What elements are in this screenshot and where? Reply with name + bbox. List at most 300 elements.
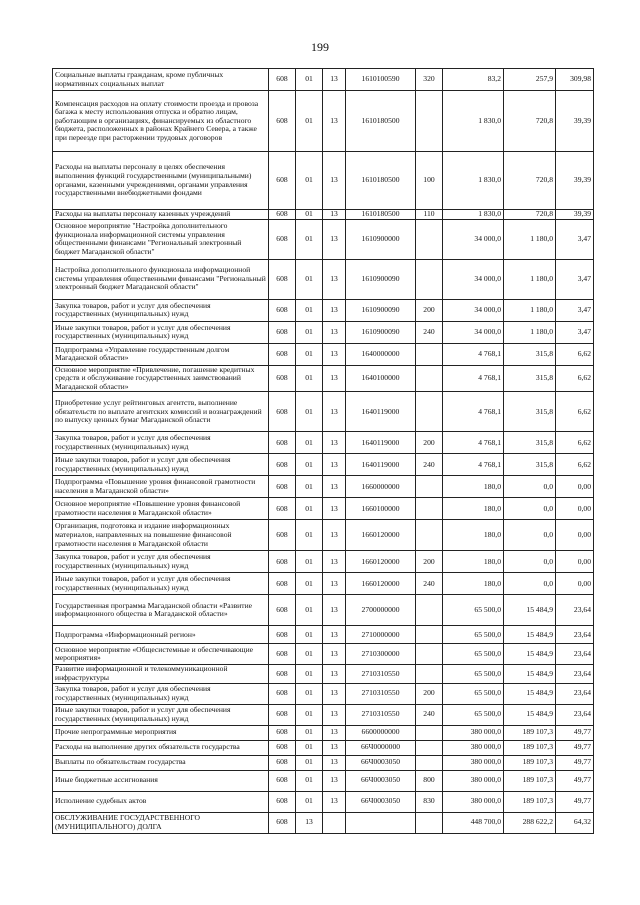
table-row xyxy=(53,812,594,833)
cell-rz: 01 xyxy=(296,299,323,321)
cell-pct: 6,62 xyxy=(556,392,594,432)
cell-plan: 180,0 xyxy=(443,498,504,520)
cell-csr: 2710310550 xyxy=(346,704,416,725)
cell-pr: 13 xyxy=(323,573,346,595)
cell-rz: 01 xyxy=(296,665,323,683)
cell-csr: 66Ч0003050 xyxy=(346,770,416,791)
cell-fact: 0,0 xyxy=(504,573,556,595)
cell-pct: 23,64 xyxy=(556,595,594,626)
cell-csr: 1660120000 xyxy=(346,551,416,573)
cell-csr: 66Ч0003050 xyxy=(346,791,416,812)
table-row xyxy=(53,343,594,365)
cell-pr: 13 xyxy=(323,259,346,299)
table-row xyxy=(53,665,594,683)
cell-plan: 34 000,0 xyxy=(443,299,504,321)
cell-rz: 01 xyxy=(296,476,323,498)
cell-pct: 3,47 xyxy=(556,299,594,321)
cell-pr xyxy=(323,812,346,833)
cell-vr xyxy=(416,365,443,392)
cell-plan: 180,0 xyxy=(443,476,504,498)
cell-csr: 1660120000 xyxy=(346,573,416,595)
cell-vr xyxy=(416,343,443,365)
table-row xyxy=(53,551,594,573)
cell-name: Приобретение услуг рейтинговых агентств, выполнение обязательств по выплате агентских комиссий и вознаграждений по выпуску ценных бумаг Магаданской области xyxy=(53,392,269,432)
cell-vr xyxy=(416,91,443,152)
cell-pr: 13 xyxy=(323,595,346,626)
cell-csr: 1610180500 xyxy=(346,152,416,210)
cell-pr: 13 xyxy=(323,91,346,152)
cell-ved: 608 xyxy=(269,665,296,683)
cell-name: Иные закупки товаров, работ и услуг для обеспечения государственных (муниципальных) нужд xyxy=(53,321,269,343)
cell-csr: 6600000000 xyxy=(346,725,416,740)
cell-rz: 01 xyxy=(296,392,323,432)
cell-ved: 608 xyxy=(269,755,296,770)
cell-pr: 13 xyxy=(323,704,346,725)
cell-plan: 180,0 xyxy=(443,573,504,595)
cell-name: Организация, подготовка и издание информационных материалов, направленных на повышение финансовой грамотности населения в Магаданской области xyxy=(53,520,269,551)
cell-vr xyxy=(416,665,443,683)
cell-ved: 608 xyxy=(269,683,296,704)
cell-rz: 01 xyxy=(296,725,323,740)
cell-name: Закупка товаров, работ и услуг для обеспечения государственных (муниципальных) нужд xyxy=(53,432,269,454)
cell-rz: 01 xyxy=(296,551,323,573)
cell-csr: 2710310550 xyxy=(346,683,416,704)
cell-pr: 13 xyxy=(323,644,346,665)
table-row xyxy=(53,626,594,644)
cell-fact: 257,9 xyxy=(504,69,556,91)
cell-pct: 23,64 xyxy=(556,626,594,644)
table-row xyxy=(53,365,594,392)
cell-vr: 100 xyxy=(416,152,443,210)
cell-ved: 608 xyxy=(269,365,296,392)
cell-fact: 0,0 xyxy=(504,551,556,573)
table-row xyxy=(53,210,594,220)
cell-rz: 01 xyxy=(296,210,323,220)
table-row xyxy=(53,69,594,91)
table-row xyxy=(53,219,594,259)
cell-fact: 1 180,0 xyxy=(504,259,556,299)
cell-rz: 01 xyxy=(296,454,323,476)
cell-rz: 01 xyxy=(296,791,323,812)
cell-pct: 39,39 xyxy=(556,91,594,152)
cell-name: ОБСЛУЖИВАНИЕ ГОСУДАРСТВЕННОГО (МУНИЦИПАЛЬНОГО) ДОЛГА xyxy=(53,812,269,833)
cell-pr: 13 xyxy=(323,69,346,91)
cell-pct: 23,64 xyxy=(556,683,594,704)
cell-pr: 13 xyxy=(323,665,346,683)
cell-fact: 15 484,9 xyxy=(504,665,556,683)
cell-rz: 01 xyxy=(296,740,323,755)
table-row xyxy=(53,299,594,321)
cell-pct: 39,39 xyxy=(556,152,594,210)
cell-name: Подпрограмма «Повышение уровня финансовой грамотности населения в Магаданской области» xyxy=(53,476,269,498)
cell-fact: 0,0 xyxy=(504,476,556,498)
cell-ved: 608 xyxy=(269,454,296,476)
cell-name: Основное мероприятие «Общесистемные и обеспечивающие мероприятия» xyxy=(53,644,269,665)
cell-csr: 1610900090 xyxy=(346,321,416,343)
cell-ved: 608 xyxy=(269,259,296,299)
cell-plan: 4 768,1 xyxy=(443,392,504,432)
cell-name: Основное мероприятие «Привлечение, погашение кредитных средств и обслуживание государственных заимствований Магаданской области» xyxy=(53,365,269,392)
cell-csr: 1640000000 xyxy=(346,343,416,365)
cell-ved: 608 xyxy=(269,791,296,812)
cell-plan: 180,0 xyxy=(443,551,504,573)
cell-pr: 13 xyxy=(323,392,346,432)
cell-csr: 1640119000 xyxy=(346,392,416,432)
cell-pct: 39,39 xyxy=(556,210,594,220)
cell-csr: 2710000000 xyxy=(346,626,416,644)
cell-rz: 01 xyxy=(296,259,323,299)
cell-pct: 0,00 xyxy=(556,520,594,551)
cell-csr: 1660100000 xyxy=(346,498,416,520)
cell-rz: 01 xyxy=(296,69,323,91)
cell-pct: 49,77 xyxy=(556,770,594,791)
table-row xyxy=(53,595,594,626)
cell-vr: 240 xyxy=(416,573,443,595)
cell-rz: 01 xyxy=(296,321,323,343)
cell-plan: 65 500,0 xyxy=(443,704,504,725)
cell-vr xyxy=(416,644,443,665)
cell-pr: 13 xyxy=(323,321,346,343)
cell-ved: 608 xyxy=(269,725,296,740)
cell-pct: 49,77 xyxy=(556,725,594,740)
cell-ved: 608 xyxy=(269,573,296,595)
cell-pct: 49,77 xyxy=(556,755,594,770)
cell-plan: 180,0 xyxy=(443,520,504,551)
cell-vr xyxy=(416,812,443,833)
table-row xyxy=(53,573,594,595)
table-row xyxy=(53,321,594,343)
cell-vr: 240 xyxy=(416,454,443,476)
cell-pr: 13 xyxy=(323,740,346,755)
cell-fact: 1 180,0 xyxy=(504,219,556,259)
cell-plan: 4 768,1 xyxy=(443,365,504,392)
cell-rz: 01 xyxy=(296,343,323,365)
cell-name: Развитие информационной и телекоммуникационной инфраструктуры xyxy=(53,665,269,683)
page-number: 199 xyxy=(311,40,329,54)
cell-rz: 01 xyxy=(296,626,323,644)
cell-rz: 01 xyxy=(296,91,323,152)
cell-pr: 13 xyxy=(323,432,346,454)
cell-fact: 315,8 xyxy=(504,454,556,476)
cell-csr: 1610900090 xyxy=(346,259,416,299)
cell-name: Выплаты по обязательствам государства xyxy=(53,755,269,770)
cell-plan: 380 000,0 xyxy=(443,725,504,740)
cell-ved: 608 xyxy=(269,476,296,498)
cell-rz: 01 xyxy=(296,644,323,665)
table-row xyxy=(53,454,594,476)
cell-ved: 608 xyxy=(269,520,296,551)
table-row xyxy=(53,520,594,551)
cell-ved: 608 xyxy=(269,91,296,152)
cell-ved: 608 xyxy=(269,392,296,432)
cell-csr: 1640100000 xyxy=(346,365,416,392)
cell-vr: 200 xyxy=(416,683,443,704)
cell-fact: 189 107,3 xyxy=(504,740,556,755)
cell-name: Компенсация расходов на оплату стоимости проезда и провоза багажа к месту использования отпуска и обратно лицам, работающим в организациях, финансируемых из областного бюджета, расположенных в районах Крайнего Севера, а также при переезде при расторжении трудовых договоров xyxy=(53,91,269,152)
cell-rz: 01 xyxy=(296,683,323,704)
cell-csr: 2700000000 xyxy=(346,595,416,626)
cell-vr xyxy=(416,392,443,432)
cell-csr xyxy=(346,812,416,833)
table-row xyxy=(53,498,594,520)
cell-vr: 830 xyxy=(416,791,443,812)
cell-ved: 608 xyxy=(269,152,296,210)
cell-pr: 13 xyxy=(323,626,346,644)
cell-csr: 1660120000 xyxy=(346,520,416,551)
cell-pct: 6,62 xyxy=(556,365,594,392)
cell-fact: 189 107,3 xyxy=(504,791,556,812)
cell-fact: 315,8 xyxy=(504,343,556,365)
cell-ved: 608 xyxy=(269,432,296,454)
cell-name: Исполнение судебных актов xyxy=(53,791,269,812)
table-row xyxy=(53,644,594,665)
cell-name: Подпрограмма «Информационный регион» xyxy=(53,626,269,644)
cell-vr: 200 xyxy=(416,432,443,454)
cell-vr: 110 xyxy=(416,210,443,220)
cell-vr: 800 xyxy=(416,770,443,791)
cell-plan: 4 768,1 xyxy=(443,432,504,454)
cell-plan: 34 000,0 xyxy=(443,321,504,343)
cell-pr: 13 xyxy=(323,476,346,498)
cell-vr xyxy=(416,219,443,259)
table-row xyxy=(53,725,594,740)
cell-ved: 608 xyxy=(269,321,296,343)
cell-name: Закупка товаров, работ и услуг для обеспечения государственных (муниципальных) нужд xyxy=(53,551,269,573)
cell-pr: 13 xyxy=(323,770,346,791)
cell-name: Иные бюджетные ассигнования xyxy=(53,770,269,791)
table-row xyxy=(53,432,594,454)
cell-pct: 0,00 xyxy=(556,476,594,498)
cell-fact: 288 622,2 xyxy=(504,812,556,833)
cell-plan: 1 830,0 xyxy=(443,91,504,152)
cell-pct: 309,98 xyxy=(556,69,594,91)
cell-csr: 1610900000 xyxy=(346,219,416,259)
cell-rz: 01 xyxy=(296,498,323,520)
cell-pr: 13 xyxy=(323,210,346,220)
table-row xyxy=(53,770,594,791)
cell-plan: 34 000,0 xyxy=(443,259,504,299)
cell-pr: 13 xyxy=(323,454,346,476)
cell-vr xyxy=(416,725,443,740)
cell-ved: 608 xyxy=(269,770,296,791)
cell-rz: 01 xyxy=(296,219,323,259)
cell-vr xyxy=(416,740,443,755)
cell-name: Закупка товаров, работ и услуг для обеспечения государственных (муниципальных) нужд xyxy=(53,683,269,704)
table-row xyxy=(53,392,594,432)
cell-csr: 1660000000 xyxy=(346,476,416,498)
cell-fact: 15 484,9 xyxy=(504,626,556,644)
cell-pct: 6,62 xyxy=(556,454,594,476)
cell-ved: 608 xyxy=(269,498,296,520)
table-row xyxy=(53,704,594,725)
cell-pct: 3,47 xyxy=(556,219,594,259)
cell-fact: 15 484,9 xyxy=(504,704,556,725)
cell-pct: 6,62 xyxy=(556,432,594,454)
cell-plan: 65 500,0 xyxy=(443,665,504,683)
cell-vr xyxy=(416,476,443,498)
cell-vr xyxy=(416,498,443,520)
cell-plan: 380 000,0 xyxy=(443,740,504,755)
cell-plan: 4 768,1 xyxy=(443,343,504,365)
cell-ved: 608 xyxy=(269,644,296,665)
cell-vr: 240 xyxy=(416,704,443,725)
cell-name: Основное мероприятие "Настройка дополнительного функционала информационной системы управления общественными финансами "Региональный электронный бюджет Магаданской области" xyxy=(53,219,269,259)
cell-vr xyxy=(416,259,443,299)
cell-pr: 13 xyxy=(323,683,346,704)
cell-pct: 49,77 xyxy=(556,740,594,755)
cell-fact: 0,0 xyxy=(504,520,556,551)
cell-pr: 13 xyxy=(323,365,346,392)
cell-pr: 13 xyxy=(323,498,346,520)
cell-csr: 1610180500 xyxy=(346,91,416,152)
cell-rz: 01 xyxy=(296,770,323,791)
cell-fact: 189 107,3 xyxy=(504,755,556,770)
cell-plan: 448 700,0 xyxy=(443,812,504,833)
cell-ved: 608 xyxy=(269,343,296,365)
cell-name: Настройка дополнительного функционала информационной системы управления общественными финансами "Региональный электронный бюджет Магаданской области" xyxy=(53,259,269,299)
cell-ved: 608 xyxy=(269,812,296,833)
cell-pct: 23,64 xyxy=(556,704,594,725)
cell-name: Расходы на выплаты персоналу в целях обеспечения выполнения функций государственными (муниципальными) органами, казенными учреждениями, органами управления государственными внебюджетными фондами xyxy=(53,152,269,210)
cell-plan: 34 000,0 xyxy=(443,219,504,259)
cell-ved: 608 xyxy=(269,210,296,220)
table-row xyxy=(53,755,594,770)
cell-vr xyxy=(416,626,443,644)
cell-plan: 4 768,1 xyxy=(443,454,504,476)
cell-name: Основное мероприятие «Повышение уровня финансовой грамотности населения в Магаданской области» xyxy=(53,498,269,520)
cell-csr: 1610900090 xyxy=(346,299,416,321)
cell-name: Подпрограмма «Управление государственным долгом Магаданской области» xyxy=(53,343,269,365)
cell-pr: 13 xyxy=(323,791,346,812)
cell-vr xyxy=(416,520,443,551)
cell-name: Закупка товаров, работ и услуг для обеспечения государственных (муниципальных) нужд xyxy=(53,299,269,321)
cell-vr xyxy=(416,595,443,626)
cell-pr: 13 xyxy=(323,725,346,740)
cell-fact: 720,8 xyxy=(504,152,556,210)
cell-rz: 01 xyxy=(296,755,323,770)
table-row xyxy=(53,791,594,812)
cell-fact: 720,8 xyxy=(504,210,556,220)
cell-pct: 23,64 xyxy=(556,665,594,683)
cell-ved: 608 xyxy=(269,704,296,725)
cell-csr: 2710310550 xyxy=(346,665,416,683)
cell-fact: 1 180,0 xyxy=(504,299,556,321)
cell-csr: 66Ч0000000 xyxy=(346,740,416,755)
table-row xyxy=(53,91,594,152)
cell-fact: 15 484,9 xyxy=(504,595,556,626)
cell-plan: 83,2 xyxy=(443,69,504,91)
cell-vr xyxy=(416,755,443,770)
cell-rz: 01 xyxy=(296,520,323,551)
cell-pct: 3,47 xyxy=(556,321,594,343)
cell-pct: 3,47 xyxy=(556,259,594,299)
cell-plan: 380 000,0 xyxy=(443,755,504,770)
cell-name: Иные закупки товаров, работ и услуг для обеспечения государственных (муниципальных) нужд xyxy=(53,704,269,725)
cell-plan: 1 830,0 xyxy=(443,152,504,210)
cell-pct: 0,00 xyxy=(556,551,594,573)
cell-name: Расходы на выплаты персоналу казенных учреждений xyxy=(53,210,269,220)
cell-ved: 608 xyxy=(269,626,296,644)
cell-plan: 65 500,0 xyxy=(443,683,504,704)
cell-vr: 200 xyxy=(416,551,443,573)
cell-pr: 13 xyxy=(323,520,346,551)
cell-csr: 1640119000 xyxy=(346,454,416,476)
cell-pct: 0,00 xyxy=(556,573,594,595)
cell-fact: 720,8 xyxy=(504,91,556,152)
cell-pr: 13 xyxy=(323,152,346,210)
cell-csr: 1640119000 xyxy=(346,432,416,454)
cell-plan: 380 000,0 xyxy=(443,770,504,791)
cell-ved: 608 xyxy=(269,69,296,91)
cell-name: Государственная программа Магаданской области «Развитие информационного общества в Магаданской области» xyxy=(53,595,269,626)
cell-rz: 01 xyxy=(296,365,323,392)
cell-name: Прочие непрограммные мероприятия xyxy=(53,725,269,740)
cell-fact: 315,8 xyxy=(504,365,556,392)
cell-ved: 608 xyxy=(269,551,296,573)
cell-pct: 23,64 xyxy=(556,644,594,665)
cell-fact: 1 180,0 xyxy=(504,321,556,343)
cell-rz: 01 xyxy=(296,704,323,725)
cell-fact: 315,8 xyxy=(504,392,556,432)
table-row xyxy=(53,740,594,755)
cell-pct: 64,32 xyxy=(556,812,594,833)
cell-fact: 15 484,9 xyxy=(504,683,556,704)
cell-ved: 608 xyxy=(269,299,296,321)
cell-fact: 189 107,3 xyxy=(504,725,556,740)
cell-pr: 13 xyxy=(323,755,346,770)
cell-plan: 65 500,0 xyxy=(443,626,504,644)
cell-pr: 13 xyxy=(323,551,346,573)
cell-pr: 13 xyxy=(323,299,346,321)
table-row xyxy=(53,259,594,299)
cell-fact: 0,0 xyxy=(504,498,556,520)
table-row xyxy=(53,683,594,704)
cell-vr: 240 xyxy=(416,321,443,343)
cell-fact: 15 484,9 xyxy=(504,644,556,665)
cell-csr: 1610180500 xyxy=(346,210,416,220)
cell-vr: 320 xyxy=(416,69,443,91)
table-row xyxy=(53,152,594,210)
cell-ved: 608 xyxy=(269,740,296,755)
cell-name: Расходы на выполнение других обязательств государства xyxy=(53,740,269,755)
cell-name: Социальные выплаты гражданам, кроме публичных нормативных социальных выплат xyxy=(53,69,269,91)
cell-fact: 189 107,3 xyxy=(504,770,556,791)
budget-table xyxy=(52,68,594,834)
cell-plan: 380 000,0 xyxy=(443,791,504,812)
cell-csr: 66Ч0003050 xyxy=(346,755,416,770)
cell-rz: 01 xyxy=(296,595,323,626)
cell-name: Иные закупки товаров, работ и услуг для обеспечения государственных (муниципальных) нужд xyxy=(53,573,269,595)
cell-rz: 13 xyxy=(296,812,323,833)
cell-ved: 608 xyxy=(269,595,296,626)
table-row xyxy=(53,476,594,498)
cell-rz: 01 xyxy=(296,573,323,595)
cell-plan: 65 500,0 xyxy=(443,644,504,665)
cell-pct: 0,00 xyxy=(556,498,594,520)
cell-plan: 1 830,0 xyxy=(443,210,504,220)
cell-rz: 01 xyxy=(296,152,323,210)
cell-vr: 200 xyxy=(416,299,443,321)
cell-rz: 01 xyxy=(296,432,323,454)
cell-fact: 315,8 xyxy=(504,432,556,454)
cell-pr: 13 xyxy=(323,219,346,259)
cell-plan: 65 500,0 xyxy=(443,595,504,626)
cell-pr: 13 xyxy=(323,343,346,365)
cell-pct: 49,77 xyxy=(556,791,594,812)
cell-ved: 608 xyxy=(269,219,296,259)
cell-csr: 2710300000 xyxy=(346,644,416,665)
cell-csr: 1610100590 xyxy=(346,69,416,91)
